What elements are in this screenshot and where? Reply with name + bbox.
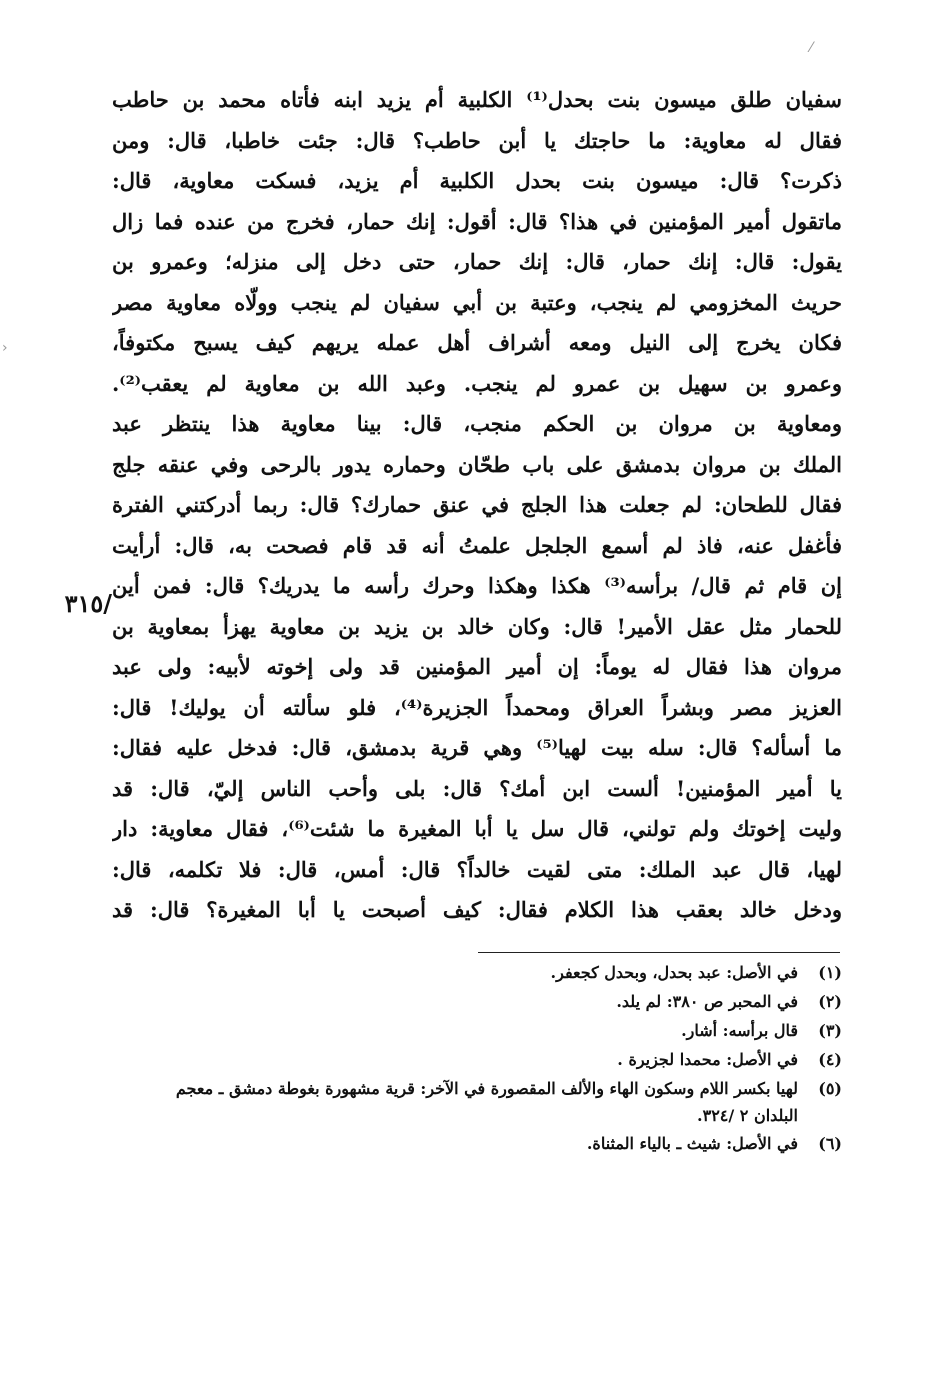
footnote-text: قال برأسه: أشار. — [681, 1021, 798, 1040]
footnote-continuation: البلدان ٢ /٣٢٤. — [697, 1106, 798, 1125]
footnote — [112, 1074, 842, 1103]
footnote-text: في المحبر ص ٣٨٠: لم يلد. — [616, 992, 798, 1011]
text-line: ما أسأله؟ قال: سله بيت لهيا⁽⁵⁾ وهي قرية بدمشق، قال: فدخل عليه فقال: — [112, 735, 842, 760]
footnote-number: (٢) — [818, 992, 842, 1011]
footnote — [112, 987, 842, 1016]
text-line: فأغفل عنه، فاذ لم أسمع الجلجل علمتُ أنه قد قام فصحت به، قال: أرأيت — [112, 532, 842, 558]
footnote — [112, 958, 842, 987]
footnote-text: في الأصل: عبد بحدل، وبحدل كجعفر. — [550, 963, 798, 982]
footnotes — [112, 958, 842, 1158]
footnote-number: (٣) — [818, 1021, 842, 1040]
footnote — [112, 1016, 842, 1045]
page-number: /٣١٥ — [64, 589, 112, 618]
text-line: وعمرو بن سهيل بن عمرو لم ينجب. وعبد الله بن معاوية لم يعقب⁽²⁾. — [112, 370, 842, 396]
footnote-text: في الأصل: محمدا لجزيرة . — [617, 1050, 798, 1069]
text-line: ذكرت؟ قال: ميسون بنت بحدل الكلبية أم يزيد، فسكت معاوية، قال: — [112, 168, 842, 193]
footnote-text: لهيا بكسر اللام وسكون الهاء والألف المقصورة في الآخر: قرية مشهورة بغوطة دمشق ـ معجم — [175, 1079, 798, 1098]
footnote-number: (٦) — [818, 1134, 842, 1153]
footnote-separator — [478, 952, 840, 953]
text-line: يا أمير المؤمنين! ألست ابن أمك؟ قال: بلى وأحب الناس إليّ، قال: قد — [112, 775, 842, 801]
footnote-number: (٤) — [818, 1050, 842, 1069]
text-line: الملك بن مروان بدمشق على باب طحّان وحماره يدور بالرحى وفي عنقه جلج — [112, 451, 842, 477]
text-line: إن قام ثم قال/ برأسه⁽³⁾ هكذا وهكذا وحرك رأسه ما يدريك؟ قال: فمن أين — [112, 573, 842, 598]
scan-mark: ⁄ — [810, 40, 813, 56]
scan-mark: › — [2, 340, 8, 356]
text-line: ماتقول أمير المؤمنين في هذا؟ قال: أقول: إنك حمار، فخرج من عنده فما زال — [112, 208, 842, 234]
footnote-text: في الأصل: شيث ـ بالياء المثناة. — [586, 1134, 798, 1153]
text-line: العزيز مصر وبشراً العراق ومحمداً الجزيرة⁽⁴⁾، فلو سألته أن يوليك! قال: — [112, 694, 842, 720]
body-text — [112, 80, 842, 931]
footnote-number: (١) — [818, 963, 842, 982]
text-line: فقال للطحان: لم جعلت هذا الجلج في عنق حمارك؟ قال: ربما أدركتني الفترة — [112, 492, 842, 517]
footnote-number: (٥) — [818, 1079, 842, 1098]
text-line: مروان هذا فقال له يوماً: إن أمير المؤمنين قد ولى إخوته لأبيه: ولى عبد — [112, 654, 842, 679]
text-line: للحمار مثل عقل الأمير! قال: وكان خالد بن يزيد بن معاوية يهزأ بمعاوية بن — [112, 613, 842, 639]
text-line: فكان يخرج إلى النيل ومعه أشراف أهل عمله يريهم كيف يسبح مكتوفاً، — [112, 330, 842, 355]
text-line: وليت إخوتك ولم تولني، قال سل يا أبا المغيرة ما شئت⁽⁶⁾، فقال معاوية: دار — [112, 816, 842, 841]
footnote — [112, 1045, 842, 1074]
text-line: حريث المخزومي لم ينجب، وعتبة بن أبي سفيان لم ينجب وولّاه معاوية مصر — [112, 289, 842, 315]
text-line: لهيا، قال عبد الملك: متى لقيت خالداً؟ قال: أمس، قال: فلا تكلمه، قال: — [112, 856, 842, 882]
text-line: فقال له معاوية: ما حاجتك يا أبن حاطب؟ قال: جئت خاطبا، قال: ومن — [112, 127, 842, 153]
text-line: ودخل خالد بعقب هذا الكلام فقال: كيف أصبحت يا أبا المغيرة؟ قال: قد — [112, 897, 842, 922]
footnote — [112, 1129, 842, 1158]
text-line: يقول: قال: إنك حمار، قال: إنك حمار، حتى دخل إلى منزله؛ وعمرو بن — [112, 249, 842, 274]
text-line: سفيان طلق ميسون بنت بحدل⁽¹⁾ الكلبية أم يزيد ابنه فأتاه محمد بن حاطب — [112, 87, 842, 112]
text-line: ومعاوية بن مروان بن الحكم منجب، قال: بينا معاوية هذا ينتظر عبد — [112, 411, 842, 436]
